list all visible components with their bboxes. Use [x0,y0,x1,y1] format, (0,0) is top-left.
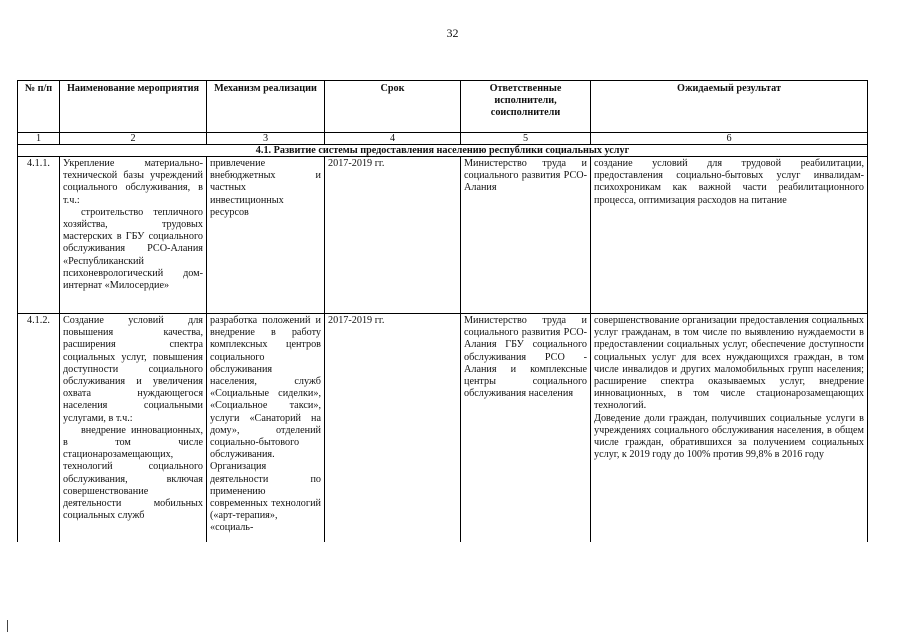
column-number: 1 [18,133,60,145]
mechanism: привлечение внебюджетных и частных инвестиционных ресурсов [207,157,325,314]
header-term: Срок [325,81,461,133]
header-num: № п/п [18,81,60,133]
term: 2017-2019 гг. [325,157,461,314]
column-number: 2 [60,133,207,145]
expected-result-cell [591,314,868,543]
executors: Министерство труда и социального развития РСО-Алания [461,157,591,314]
scan-edge-mark [7,620,8,632]
header-name: Наименование мероприятия [60,81,207,133]
header-mechanism: Механизм реализации [207,81,325,133]
measure-name: Укрепление материально-технической базы учреждений социального обслуживания, в т.ч.: [63,158,203,206]
measures-table [17,80,868,542]
table-row [18,157,868,314]
executors: Министерство труда и социального развития РСО-Алания ГБУ социального обслуживания РСО - Алания и комплексные центры социального обслуживания населения [461,314,591,543]
measure-name-cell [60,157,207,314]
expected-result-extra: Доведение доли граждан, получивших социальные услуги в учреждениях социального обслуживания населения, в общем числе граждан, обратившихся за получением социальных услуг, к 2019 году до 100% против 99,8% в 2016 году [594,412,864,461]
column-number: 4 [325,133,461,145]
measure-name: Создание условий для повышения качества, расширения спектра социальных услуг, повышения доступности социального обслуживания и увеличения охвата нуждающегося населения социальными услугами, в т.ч.: [63,315,203,424]
measure-name-cell [60,314,207,543]
header-result: Ожидаемый результат [591,81,868,133]
column-number: 6 [591,133,868,145]
column-number-row [18,133,868,145]
column-number: 5 [461,133,591,145]
expected-result: совершенствование организации предоставления социальных услуг гражданам, в том числе по выявлению нуждаемости в предоставлении социальных услуг, обеспечение доступности социальных услуг для всех нуждающихся граждан, в том числе инвалидов и других маломобильных групп населения; расширение спектра оказываемых услуг, внедрение инновационных, в том числе стационарозамещающих технологий. [594,315,864,412]
measure-subitem: внедрение инновационных, в том числе стационарозамещающих, технологий социального обслуживания, включая совершенствование деятельности мобильных социальных служб [63,424,203,522]
header-row [18,81,868,133]
header-executors: Ответственные исполнители, соисполнители [461,81,591,133]
term: 2017-2019 гг. [325,314,461,543]
expected-result: создание условий для трудовой реабилитации, предоставления социально-бытовых услуг инвалидам-психохроникам как важной части реабилитационного процесса, оптимизация расходов на питание [591,157,868,314]
column-number: 3 [207,133,325,145]
section-title: 4.1. Развитие системы предоставления населению республики социальных услуг [18,145,868,157]
section-row [18,145,868,157]
table-row [18,314,868,543]
row-number: 4.1.2. [18,314,60,543]
measure-subitem: строительство тепличного хозяйства, трудовых мастерских в ГБУ социального обслуживания РСО-Алания «Республиканский психоневрологический дом-интернат «Милосердие» [63,206,203,292]
mechanism: разработка положений и внедрение в работу комплексных центров социального обслуживания населения, служб «Социальные сиделки», «Социальное такси», услуги «Санаторий на дому», отделений социально-бытового обслуживания. Организация деятельности по применению современных технологий («арт-терапия», «социаль- [207,314,325,543]
page-number: 32 [446,26,459,40]
row-number: 4.1.1. [18,157,60,314]
